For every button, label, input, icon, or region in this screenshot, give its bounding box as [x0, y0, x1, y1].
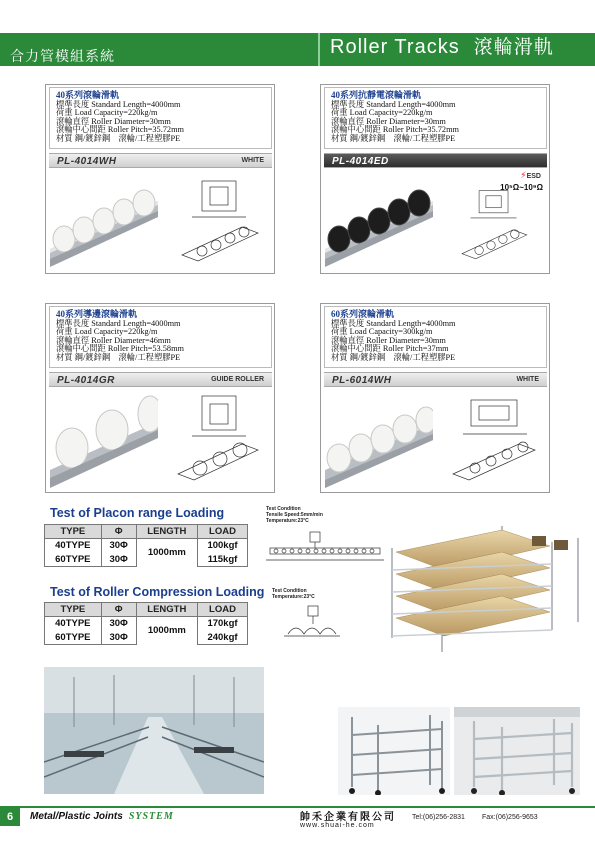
cell-type: 40TYPE	[45, 539, 102, 553]
company-fax: Fax:(06)256-9653	[482, 814, 538, 821]
cell-type: 60TYPE	[45, 553, 102, 567]
technical-drawing	[437, 394, 545, 488]
cell-load: 100kgf	[198, 539, 248, 553]
spec-line: 荷重 Load Capacity=220kg/m	[56, 108, 158, 118]
compression-load-table	[44, 602, 248, 645]
spec-line: 標準長度 Standard Length=4000mm	[331, 318, 456, 328]
spec-line: 滾輪中心間距 Roller Pitch=53.58mm	[56, 344, 184, 354]
esd-label: ESD	[526, 173, 541, 180]
code-bar	[324, 372, 547, 387]
cart-photo-2	[454, 707, 580, 795]
page-title	[330, 32, 554, 59]
spec-box	[49, 87, 272, 149]
cell-length: 1000mm	[136, 617, 197, 645]
esd-tag	[520, 170, 541, 181]
cell-load: 115kgf	[198, 553, 248, 567]
cell-phi: 30Φ	[101, 553, 136, 567]
color-tag: WHITE	[241, 157, 264, 164]
spec-line: 荷重 Load Capacity=300kg/m	[331, 327, 433, 337]
placon-test-title: Test of Placon range Loading	[50, 506, 225, 520]
spec-line: 滾輪直徑 Roller Diameter=30mm	[331, 116, 446, 126]
spec-line: 滾輪直徑 Roller Diameter=30mm	[331, 335, 446, 345]
spec-line: 滾輪中心間距 Roller Pitch=37mm	[331, 344, 449, 354]
code-bar	[49, 153, 272, 168]
cell-length: 1000mm	[136, 539, 197, 567]
spec-title: 40系列抗靜電滾輪滑軌	[331, 90, 422, 100]
product-card-pl-6014wh	[320, 303, 550, 493]
cell-load: 240kgf	[198, 631, 248, 645]
compression-test-diagram	[282, 604, 342, 644]
footer-rule	[0, 806, 595, 808]
cell-load: 170kgf	[198, 617, 248, 631]
brand-name: Metal/Plastic Joints	[30, 811, 123, 822]
roller-track-photo	[50, 171, 158, 271]
product-card-pl-4014wh	[45, 84, 275, 274]
technical-drawing	[162, 175, 270, 269]
placon-test-condition	[266, 506, 323, 524]
cell-phi: 30Φ	[101, 539, 136, 553]
product-card-pl-4014gr	[45, 303, 275, 493]
compression-test-title: Test of Roller Compression Loading	[50, 585, 265, 599]
spec-line: 標準長度 Standard Length=4000mm	[331, 99, 456, 109]
table-row	[45, 617, 248, 631]
roller-track-photo	[325, 390, 433, 490]
spec-box	[324, 87, 547, 149]
cell-type: 60TYPE	[45, 631, 102, 645]
roller-track-photo	[325, 171, 433, 271]
spec-line: 滾輪中心間距 Roller Pitch=35.72mm	[56, 125, 184, 135]
spec-title: 40系列導邊滾輪滑軌	[56, 309, 138, 319]
technical-drawing	[162, 394, 270, 488]
product-card-pl-4014ed	[320, 84, 550, 274]
product-code: PL-4014GR	[57, 375, 115, 386]
col-header-load: LOAD	[198, 525, 248, 539]
spec-line: 標準長度 Standard Length=4000mm	[56, 99, 181, 109]
table-header-row	[45, 525, 248, 539]
type-tag: GUIDE ROLLER	[211, 376, 264, 383]
condition-line: Test Condition	[272, 588, 307, 594]
spec-line: 標準長度 Standard Length=4000mm	[56, 318, 181, 328]
condition-line: Tensile Speed:5mm/min	[266, 512, 323, 518]
col-header-length: LENGTH	[136, 525, 197, 539]
technical-drawing	[437, 189, 545, 269]
product-code: PL-4014ED	[332, 156, 389, 167]
page-title-en: Roller Tracks	[330, 36, 460, 58]
spec-line: 材質 鋼/鍍鋅鋼 滾輪/工程塑膠PE	[331, 133, 456, 143]
company-name: 帥禾企業有限公司	[300, 812, 396, 823]
spec-box	[49, 306, 272, 368]
spec-line: 材質 鋼/鍍鋅鋼 滾輪/工程塑膠PE	[56, 133, 181, 143]
compression-test-condition	[272, 588, 315, 600]
product-code: PL-6014WH	[332, 375, 392, 386]
factory-line-photo	[44, 667, 264, 794]
spec-line: 荷重 Load Capacity=220kg/m	[331, 108, 433, 118]
col-header-phi: Φ	[101, 525, 136, 539]
footer-brand	[30, 811, 174, 822]
cart-photo-1	[338, 707, 450, 795]
col-header-type: TYPE	[45, 525, 102, 539]
table-header-row	[45, 603, 248, 617]
spec-title: 40系列滾輪滑軌	[56, 90, 120, 100]
spec-line: 荷重 Load Capacity=220kg/m	[56, 327, 158, 337]
placon-load-table	[44, 524, 248, 567]
company-url[interactable]: www.shuai-he.com	[300, 822, 375, 829]
spec-line: 材質 鋼/鍍鋅鋼 滾輪/工程塑膠PE	[331, 352, 456, 362]
cell-phi: 30Φ	[101, 631, 136, 645]
condition-line: Temperature:23°C	[266, 518, 309, 524]
flow-rack-render	[382, 518, 582, 653]
brand-system: SYSTEM	[128, 811, 174, 822]
spec-line: 滾輪直徑 Roller Diameter=46mm	[56, 335, 171, 345]
table-row	[45, 539, 248, 553]
series-title: 合力管模組系統	[10, 48, 115, 64]
code-bar	[324, 153, 547, 168]
condition-line: Test Condition	[266, 506, 301, 512]
resistance-range: 10⁵Ω~10⁹Ω	[500, 183, 543, 192]
page-title-cn: 滾輪滑軌	[473, 37, 554, 58]
col-header-length: LENGTH	[136, 603, 197, 617]
page-header	[0, 0, 595, 66]
spec-line: 材質 鋼/鍍鋅鋼 滾輪/工程塑膠PE	[56, 352, 181, 362]
header-divider	[318, 33, 320, 66]
company-tel: Tel:(06)256-2831	[412, 814, 465, 821]
spec-title: 60系列滾輪滑軌	[331, 309, 395, 319]
condition-line: Temperature:23°C	[272, 594, 315, 600]
cell-phi: 30Φ	[101, 617, 136, 631]
placon-test-diagram	[262, 530, 392, 570]
spec-line: 滾輪直徑 Roller Diameter=30mm	[56, 116, 171, 126]
cell-type: 40TYPE	[45, 617, 102, 631]
col-header-load: LOAD	[198, 603, 248, 617]
spec-box	[324, 306, 547, 368]
col-header-type: TYPE	[45, 603, 102, 617]
lightning-icon: ⚡	[520, 170, 527, 180]
color-tag: WHITE	[516, 376, 539, 383]
spec-line: 滾輪中心間距 Roller Pitch=35.72mm	[331, 125, 459, 135]
code-bar	[49, 372, 272, 387]
roller-track-photo	[50, 390, 158, 490]
product-code: PL-4014WH	[57, 156, 117, 167]
col-header-phi: Φ	[101, 603, 136, 617]
page-number: 6	[0, 808, 20, 826]
